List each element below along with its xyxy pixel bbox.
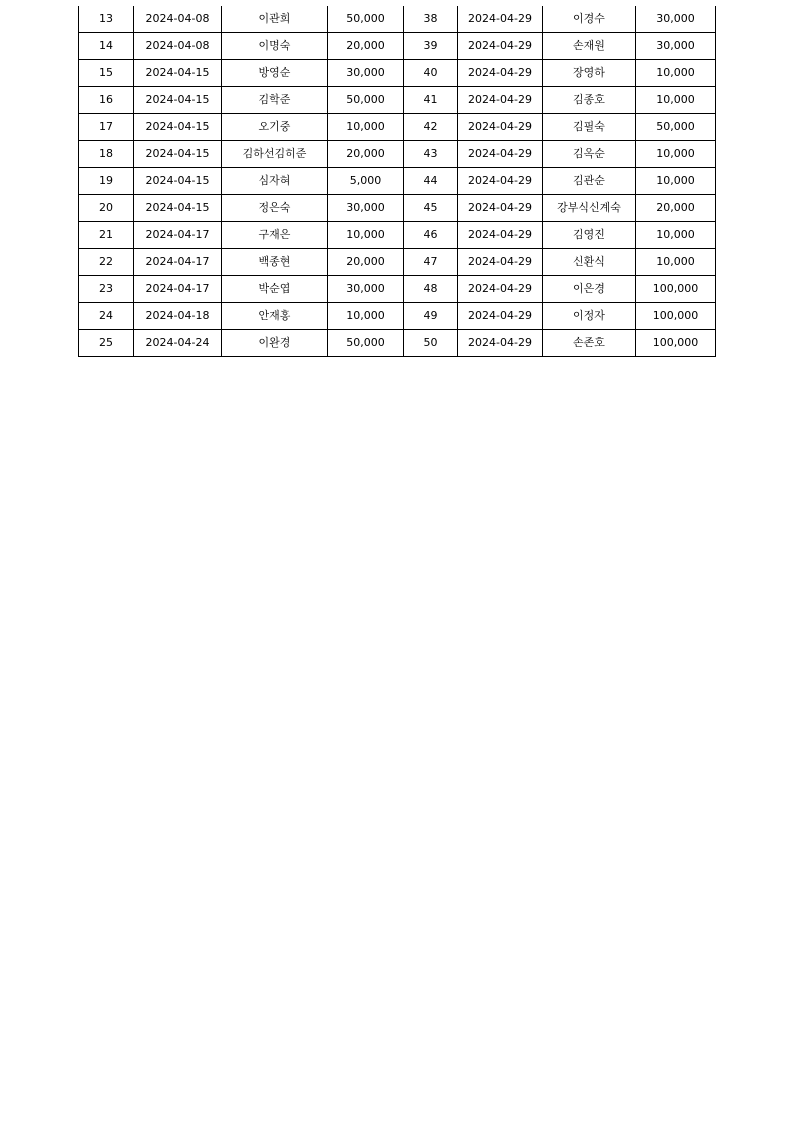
left-date-cell: 2024-04-15 bbox=[134, 141, 222, 168]
left-date-cell: 2024-04-15 bbox=[134, 114, 222, 141]
right-name-cell: 손존호 bbox=[543, 330, 636, 357]
right-no-cell: 47 bbox=[404, 249, 458, 276]
left-date-cell: 2024-04-15 bbox=[134, 195, 222, 222]
table-row bbox=[79, 303, 716, 330]
left-amount-cell: 10,000 bbox=[328, 303, 404, 330]
table-row bbox=[79, 195, 716, 222]
right-name-cell: 김필숙 bbox=[543, 114, 636, 141]
left-no-cell: 21 bbox=[79, 222, 134, 249]
left-amount-cell: 20,000 bbox=[328, 249, 404, 276]
table-row bbox=[79, 6, 716, 33]
right-no-cell: 48 bbox=[404, 276, 458, 303]
right-date-cell: 2024-04-29 bbox=[458, 141, 543, 168]
right-no-cell: 45 bbox=[404, 195, 458, 222]
right-amount-cell: 100,000 bbox=[636, 330, 716, 357]
right-no-cell: 46 bbox=[404, 222, 458, 249]
table-row bbox=[79, 141, 716, 168]
right-name-cell: 김옥순 bbox=[543, 141, 636, 168]
table-row bbox=[79, 330, 716, 357]
left-name-cell: 김학준 bbox=[222, 87, 328, 114]
left-date-cell: 2024-04-24 bbox=[134, 330, 222, 357]
left-no-cell: 15 bbox=[79, 60, 134, 87]
donation-table bbox=[78, 6, 716, 357]
right-no-cell: 40 bbox=[404, 60, 458, 87]
left-amount-cell: 10,000 bbox=[328, 114, 404, 141]
right-amount-cell: 100,000 bbox=[636, 303, 716, 330]
left-amount-cell: 50,000 bbox=[328, 330, 404, 357]
left-date-cell: 2024-04-15 bbox=[134, 168, 222, 195]
left-date-cell: 2024-04-15 bbox=[134, 60, 222, 87]
left-name-cell: 정은숙 bbox=[222, 195, 328, 222]
table-row bbox=[79, 249, 716, 276]
left-no-cell: 25 bbox=[79, 330, 134, 357]
right-name-cell: 이은경 bbox=[543, 276, 636, 303]
right-amount-cell: 10,000 bbox=[636, 168, 716, 195]
right-date-cell: 2024-04-29 bbox=[458, 60, 543, 87]
left-amount-cell: 20,000 bbox=[328, 33, 404, 60]
right-date-cell: 2024-04-29 bbox=[458, 276, 543, 303]
right-no-cell: 49 bbox=[404, 303, 458, 330]
right-date-cell: 2024-04-29 bbox=[458, 195, 543, 222]
left-no-cell: 22 bbox=[79, 249, 134, 276]
left-no-cell: 23 bbox=[79, 276, 134, 303]
table-row bbox=[79, 222, 716, 249]
left-name-cell: 방영순 bbox=[222, 60, 328, 87]
right-amount-cell: 10,000 bbox=[636, 249, 716, 276]
left-name-cell: 안재홍 bbox=[222, 303, 328, 330]
right-amount-cell: 10,000 bbox=[636, 87, 716, 114]
right-name-cell: 장영하 bbox=[543, 60, 636, 87]
left-no-cell: 13 bbox=[79, 6, 134, 33]
left-date-cell: 2024-04-15 bbox=[134, 87, 222, 114]
right-amount-cell: 100,000 bbox=[636, 276, 716, 303]
left-amount-cell: 50,000 bbox=[328, 87, 404, 114]
right-name-cell: 강부식신계숙 bbox=[543, 195, 636, 222]
left-date-cell: 2024-04-08 bbox=[134, 6, 222, 33]
right-name-cell: 김관순 bbox=[543, 168, 636, 195]
right-no-cell: 42 bbox=[404, 114, 458, 141]
table-row bbox=[79, 114, 716, 141]
right-amount-cell: 20,000 bbox=[636, 195, 716, 222]
left-amount-cell: 30,000 bbox=[328, 60, 404, 87]
right-date-cell: 2024-04-29 bbox=[458, 249, 543, 276]
left-date-cell: 2024-04-18 bbox=[134, 303, 222, 330]
right-name-cell: 김종호 bbox=[543, 87, 636, 114]
table-row bbox=[79, 60, 716, 87]
left-no-cell: 20 bbox=[79, 195, 134, 222]
right-date-cell: 2024-04-29 bbox=[458, 168, 543, 195]
right-name-cell: 이경수 bbox=[543, 6, 636, 33]
right-amount-cell: 30,000 bbox=[636, 33, 716, 60]
left-name-cell: 백종현 bbox=[222, 249, 328, 276]
right-amount-cell: 10,000 bbox=[636, 222, 716, 249]
right-no-cell: 39 bbox=[404, 33, 458, 60]
left-no-cell: 19 bbox=[79, 168, 134, 195]
right-name-cell: 손재원 bbox=[543, 33, 636, 60]
right-name-cell: 신환식 bbox=[543, 249, 636, 276]
right-name-cell: 김영진 bbox=[543, 222, 636, 249]
right-no-cell: 43 bbox=[404, 141, 458, 168]
donation-table-container bbox=[78, 6, 716, 357]
left-amount-cell: 10,000 bbox=[328, 222, 404, 249]
right-amount-cell: 30,000 bbox=[636, 6, 716, 33]
table-row bbox=[79, 33, 716, 60]
table-row bbox=[79, 87, 716, 114]
left-name-cell: 심자혀 bbox=[222, 168, 328, 195]
left-name-cell: 이명숙 bbox=[222, 33, 328, 60]
right-amount-cell: 10,000 bbox=[636, 60, 716, 87]
left-date-cell: 2024-04-17 bbox=[134, 276, 222, 303]
right-name-cell: 이정자 bbox=[543, 303, 636, 330]
right-no-cell: 50 bbox=[404, 330, 458, 357]
left-name-cell: 이관희 bbox=[222, 6, 328, 33]
table-body bbox=[79, 6, 716, 357]
left-no-cell: 24 bbox=[79, 303, 134, 330]
left-amount-cell: 30,000 bbox=[328, 195, 404, 222]
left-name-cell: 구재은 bbox=[222, 222, 328, 249]
left-amount-cell: 50,000 bbox=[328, 6, 404, 33]
left-amount-cell: 30,000 bbox=[328, 276, 404, 303]
left-amount-cell: 5,000 bbox=[328, 168, 404, 195]
right-amount-cell: 10,000 bbox=[636, 141, 716, 168]
left-date-cell: 2024-04-08 bbox=[134, 33, 222, 60]
right-date-cell: 2024-04-29 bbox=[458, 114, 543, 141]
right-date-cell: 2024-04-29 bbox=[458, 330, 543, 357]
left-no-cell: 16 bbox=[79, 87, 134, 114]
right-date-cell: 2024-04-29 bbox=[458, 6, 543, 33]
table-row bbox=[79, 276, 716, 303]
left-no-cell: 14 bbox=[79, 33, 134, 60]
left-amount-cell: 20,000 bbox=[328, 141, 404, 168]
left-name-cell: 박순엽 bbox=[222, 276, 328, 303]
right-no-cell: 38 bbox=[404, 6, 458, 33]
right-date-cell: 2024-04-29 bbox=[458, 87, 543, 114]
left-name-cell: 이완경 bbox=[222, 330, 328, 357]
right-no-cell: 41 bbox=[404, 87, 458, 114]
left-no-cell: 17 bbox=[79, 114, 134, 141]
left-date-cell: 2024-04-17 bbox=[134, 249, 222, 276]
right-no-cell: 44 bbox=[404, 168, 458, 195]
right-amount-cell: 50,000 bbox=[636, 114, 716, 141]
left-no-cell: 18 bbox=[79, 141, 134, 168]
left-name-cell: 오기중 bbox=[222, 114, 328, 141]
right-date-cell: 2024-04-29 bbox=[458, 33, 543, 60]
table-row bbox=[79, 168, 716, 195]
right-date-cell: 2024-04-29 bbox=[458, 303, 543, 330]
left-date-cell: 2024-04-17 bbox=[134, 222, 222, 249]
right-date-cell: 2024-04-29 bbox=[458, 222, 543, 249]
left-name-cell: 김하선김히준 bbox=[222, 141, 328, 168]
